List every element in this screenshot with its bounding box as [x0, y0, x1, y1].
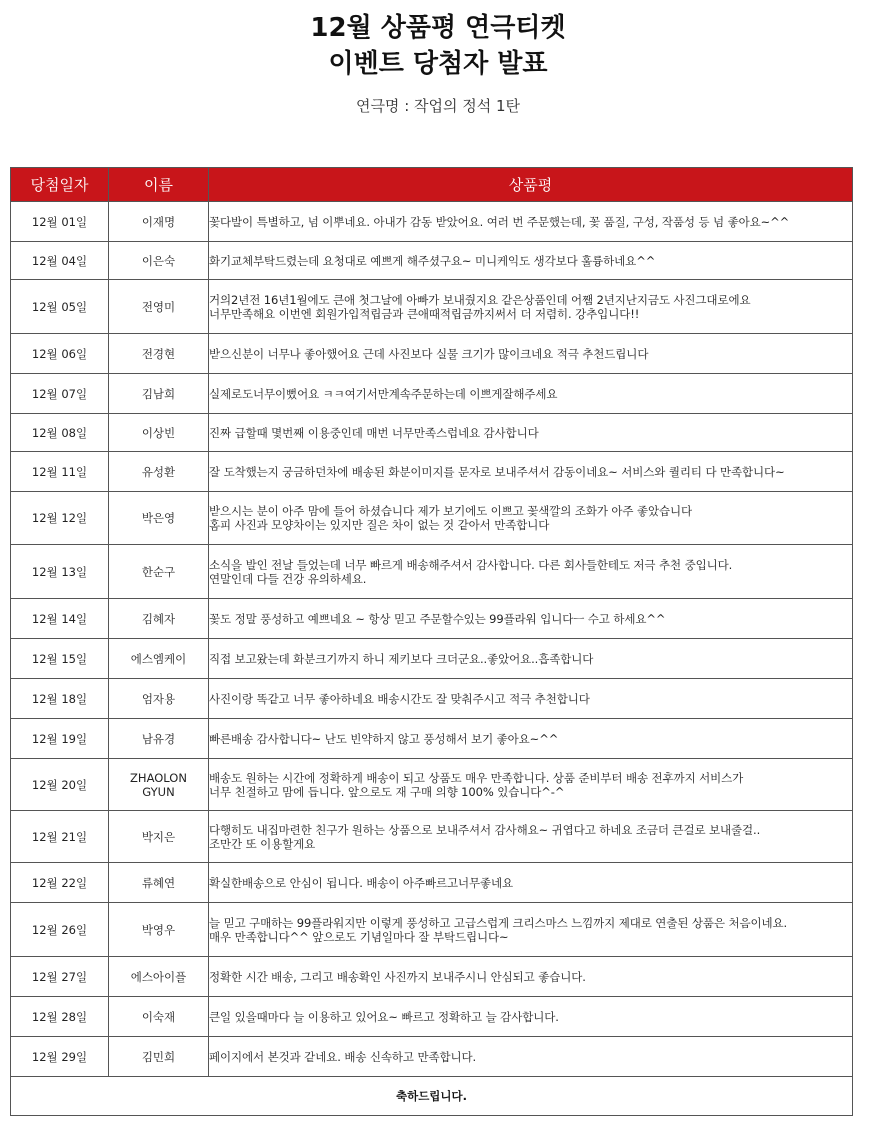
table-body: [11, 202, 853, 1077]
table-row: [11, 242, 853, 280]
winner-date: 12월 27일: [11, 957, 109, 997]
winner-review: 화기교체부탁드렸는데 요청대로 예쁘게 해주셨구요~ 미니케익도 생각보다 훌륭하네요^^: [209, 242, 853, 280]
table-header-row: [11, 168, 853, 202]
winner-date: 12월 11일: [11, 452, 109, 492]
page-header: [0, 0, 876, 116]
column-header-date: 당첨일자: [11, 168, 109, 202]
winner-review: 빠른배송 감사합니다~ 난도 빈약하지 않고 풍성해서 보기 좋아요~^^: [209, 719, 853, 759]
winner-date: 12월 01일: [11, 202, 109, 242]
winner-review: 거의2년전 16년1월에도 큰애 첫그날에 아빠가 보내줬지요 같은상품인데 어쨈 2년지난지금도 사진그대로에요 너무만족해요 이번엔 회원가입적립금과 큰애때적립금까지써서 더 저렴히. 강추입니다!!: [209, 280, 853, 334]
winner-review: 받으신분이 너무나 좋아했어요 근데 사진보다 실물 크기가 많이크네요 적극 추천드립니다: [209, 334, 853, 374]
winner-date: 12월 05일: [11, 280, 109, 334]
table-row: [11, 863, 853, 903]
table-row: [11, 639, 853, 679]
winner-name: 이숙재: [109, 997, 209, 1037]
winner-review: 꽃다발이 특별하고, 넘 이뿌네요. 아내가 감동 받았어요. 여러 번 주문했는데, 꽃 품질, 구성, 작품성 등 넘 좋아요~^^: [209, 202, 853, 242]
table-row: [11, 452, 853, 492]
winner-name: 유성환: [109, 452, 209, 492]
winner-date: 12월 13일: [11, 545, 109, 599]
page-title-line-2: 이벤트 당첨자 발표: [328, 49, 548, 79]
winner-review: 소식을 발인 전날 들었는데 너무 빠르게 배송해주셔서 감사합니다. 다른 회사들한테도 저극 추천 중입니다. 연말인데 다들 건강 유의하세요.: [209, 545, 853, 599]
winner-name: 에스아이플: [109, 957, 209, 997]
winner-name: 남유경: [109, 719, 209, 759]
winner-name: 김남희: [109, 374, 209, 414]
table-row: [11, 202, 853, 242]
table-row: [11, 334, 853, 374]
winner-name: ZHAOLON GYUN: [109, 759, 209, 811]
winner-name: 전경현: [109, 334, 209, 374]
winner-name: 박영우: [109, 903, 209, 957]
play-title: 연극명 : 작업의 정석 1탄: [355, 97, 521, 115]
table-row: [11, 811, 853, 863]
winner-review: 받으시는 분이 아주 맘에 들어 하셨습니다 제가 보기에도 이쁘고 꽃색깔의 조화가 아주 좋았습니다 홈피 사진과 모양차이는 있지만 질은 차이 없는 것 같아서 만족합니다: [209, 492, 853, 545]
winner-date: 12월 20일: [11, 759, 109, 811]
table-row: [11, 957, 853, 997]
winner-review: 늘 믿고 구매하는 99플라워지만 이렇게 풍성하고 고급스럽게 크리스마스 느낌까지 제대로 연출된 상품은 처음이네요. 매우 만족합니다^^ 앞으로도 기념일마다 잘 부탁드립니다~: [209, 903, 853, 957]
table-footer-row: [11, 1077, 853, 1116]
winner-name: 박은영: [109, 492, 209, 545]
winner-review: 정확한 시간 배송, 그리고 배송확인 사진까지 보내주시니 안심되고 좋습니다.: [209, 957, 853, 997]
column-header-name: 이름: [109, 168, 209, 202]
table-row: [11, 374, 853, 414]
winner-name: 류혜연: [109, 863, 209, 903]
table-row: [11, 719, 853, 759]
winner-review: 확실한배송으로 안심이 됩니다. 배송이 아주빠르고너무좋네요: [209, 863, 853, 903]
winner-review: 다행히도 내집마련한 친구가 원하는 상품으로 보내주셔서 감사해요~ 귀엽다고 하네요 조금더 큰걸로 보내줄걸.. 조만간 또 이용할게요: [209, 811, 853, 863]
winner-date: 12월 15일: [11, 639, 109, 679]
winner-review: 꽃도 정말 풍성하고 예쁘네요 ~ 항상 믿고 주문할수있는 99플라워 입니다ㅡ 수고 하세요^^: [209, 599, 853, 639]
winner-date: 12월 07일: [11, 374, 109, 414]
winner-name: 한순구: [109, 545, 209, 599]
winner-date: 12월 29일: [11, 1037, 109, 1077]
winner-date: 12월 19일: [11, 719, 109, 759]
table-row: [11, 903, 853, 957]
winner-review: 배송도 원하는 시간에 정확하게 배송이 되고 상품도 매우 만족합니다. 상품 준비부터 배송 전후까지 서비스가 너무 친절하고 맘에 듭니다. 앞으로도 재 구매 의향 100% 있습니다^-^: [209, 759, 853, 811]
table-row: [11, 492, 853, 545]
winner-date: 12월 21일: [11, 811, 109, 863]
table-row: [11, 1037, 853, 1077]
winner-name: 김민희: [109, 1037, 209, 1077]
winner-name: 이상빈: [109, 414, 209, 452]
winners-table: [10, 167, 853, 1116]
winner-name: 이은숙: [109, 242, 209, 280]
winner-date: 12월 08일: [11, 414, 109, 452]
winner-name: 에스엠케이: [109, 639, 209, 679]
winner-date: 12월 28일: [11, 997, 109, 1037]
winner-date: 12월 14일: [11, 599, 109, 639]
winner-review: 실제로도너무이뻤어요 ㅋㅋ여기서만계속주문하는데 이쁘게잘해주세요: [209, 374, 853, 414]
winner-review: 큰일 있을때마다 늘 이용하고 있어요~ 빠르고 정확하고 늘 감사합니다.: [209, 997, 853, 1037]
winner-review: 페이지에서 본것과 같네요. 배송 신속하고 만족합니다.: [209, 1037, 853, 1077]
winner-name: 전영미: [109, 280, 209, 334]
column-header-review: 상품평: [209, 168, 853, 202]
page-title-line-1: 12월 상품평 연극티켓: [310, 13, 566, 43]
table-row: [11, 280, 853, 334]
winner-date: 12월 06일: [11, 334, 109, 374]
winner-name: 박지은: [109, 811, 209, 863]
congratulations-text: 축하드립니다.: [11, 1077, 853, 1116]
table-row: [11, 599, 853, 639]
winner-date: 12월 18일: [11, 679, 109, 719]
winner-review: 직접 보고왔는데 화분크기까지 하니 제키보다 크더군요..좋았어요..흡족합니다: [209, 639, 853, 679]
winner-date: 12월 12일: [11, 492, 109, 545]
winner-name: 이재명: [109, 202, 209, 242]
winner-review: 진짜 급할때 몇번째 이용중인데 매번 너무만족스럽네요 감사합니다: [209, 414, 853, 452]
winner-date: 12월 22일: [11, 863, 109, 903]
table-row: [11, 997, 853, 1037]
winner-name: 김혜자: [109, 599, 209, 639]
winner-name: 엄자용: [109, 679, 209, 719]
winner-date: 12월 04일: [11, 242, 109, 280]
table-row: [11, 759, 853, 811]
winner-review: 잘 도착했는지 궁금하던차에 배송된 화분이미지를 문자로 보내주셔서 감동이네요~ 서비스와 퀄리티 다 만족합니다~: [209, 452, 853, 492]
table-row: [11, 679, 853, 719]
table-row: [11, 545, 853, 599]
winner-date: 12월 26일: [11, 903, 109, 957]
winner-review: 사진이랑 똑같고 너무 좋아하네요 배송시간도 잘 맞춰주시고 적극 추천합니다: [209, 679, 853, 719]
table-row: [11, 414, 853, 452]
